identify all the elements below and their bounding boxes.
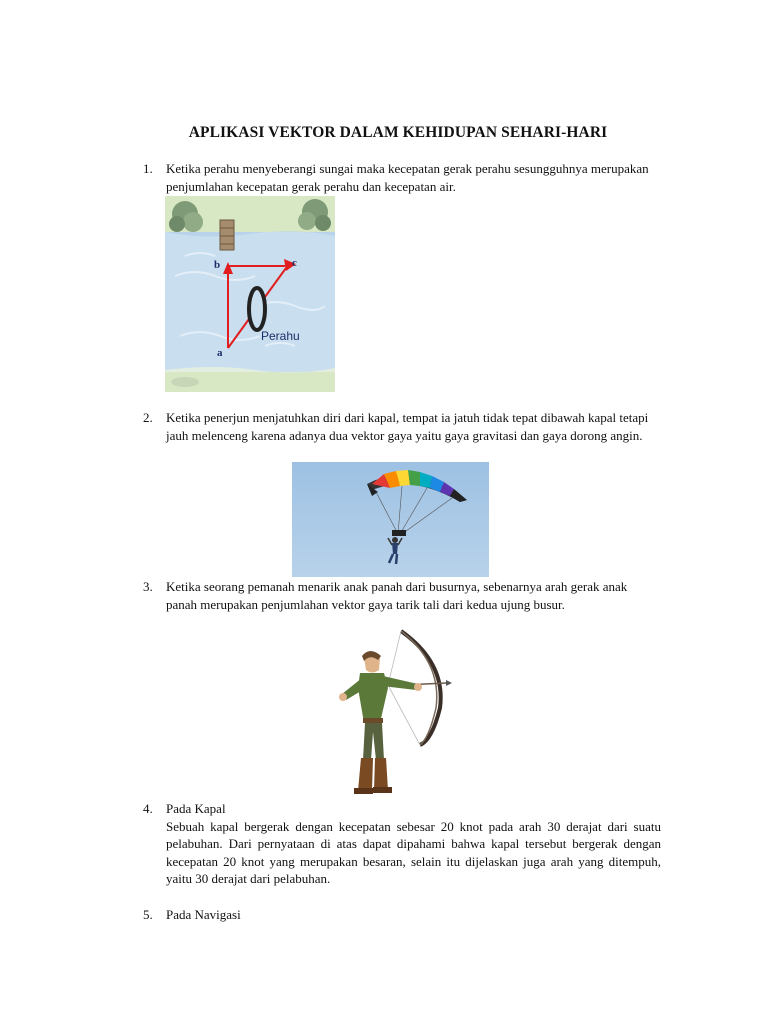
label-a: a [217, 347, 223, 359]
label-boat: Perahu [261, 329, 300, 343]
item-number: 4. [143, 801, 153, 816]
item-text: Ketika penerjun menjatuhkan diri dari kapal, tempat ia jatuh tidak tepat dibawah kapal tetapi jauh melenceng karena adanya dua vektor gaya yaitu gaya gravitasi dan gaya dorong angin. [166, 410, 649, 443]
list-item-1 [143, 160, 661, 195]
list-item-5 [143, 906, 661, 924]
item-text: Ketika perahu menyeberangi sungai maka kecepatan gerak perahu sesungguhnya merupakan penjumlahan kecepatan gerak perahu dan kecepatan air. [166, 161, 649, 194]
item-number: 1. [143, 161, 153, 176]
item-heading: Pada Kapal [166, 801, 226, 816]
boat-vector-figure [165, 196, 335, 392]
item-text: Sebuah kapal bergerak dengan kecepatan sebesar 20 knot pada arah 30 derajat dari suatu pelabuhan. Dari pernyataan di atas dapat dipahami bahwa kapal tersebut bergerak dengan kecepatan 20 knot yang merupakan besaran, selain itu dijelaskan juga arah yang ditempuh, yaitu 30 derajat dari pelabuhan. [166, 818, 661, 886]
item-number: 3. [143, 579, 153, 594]
list-item-2 [143, 409, 661, 444]
item-number: 5. [143, 907, 153, 922]
item-text: Ketika seorang pemanah menarik anak panah dari busurnya, sebenarnya arah gerak anak panah merupakan penjumlahan vektor gaya tarik tali dari kedua ujung busur. [166, 579, 628, 612]
label-b: b [214, 259, 221, 271]
list-item-4 [143, 800, 661, 888]
archer-illustration [328, 628, 453, 800]
item-heading: Pada Navigasi [166, 907, 241, 922]
parachute-photo [292, 462, 489, 577]
list-item-3 [143, 578, 661, 613]
label-c: c [292, 257, 297, 269]
document-title: APLIKASI VEKTOR DALAM KEHIDUPAN SEHARI-HARI [188, 124, 608, 141]
item-number: 2. [143, 410, 153, 425]
